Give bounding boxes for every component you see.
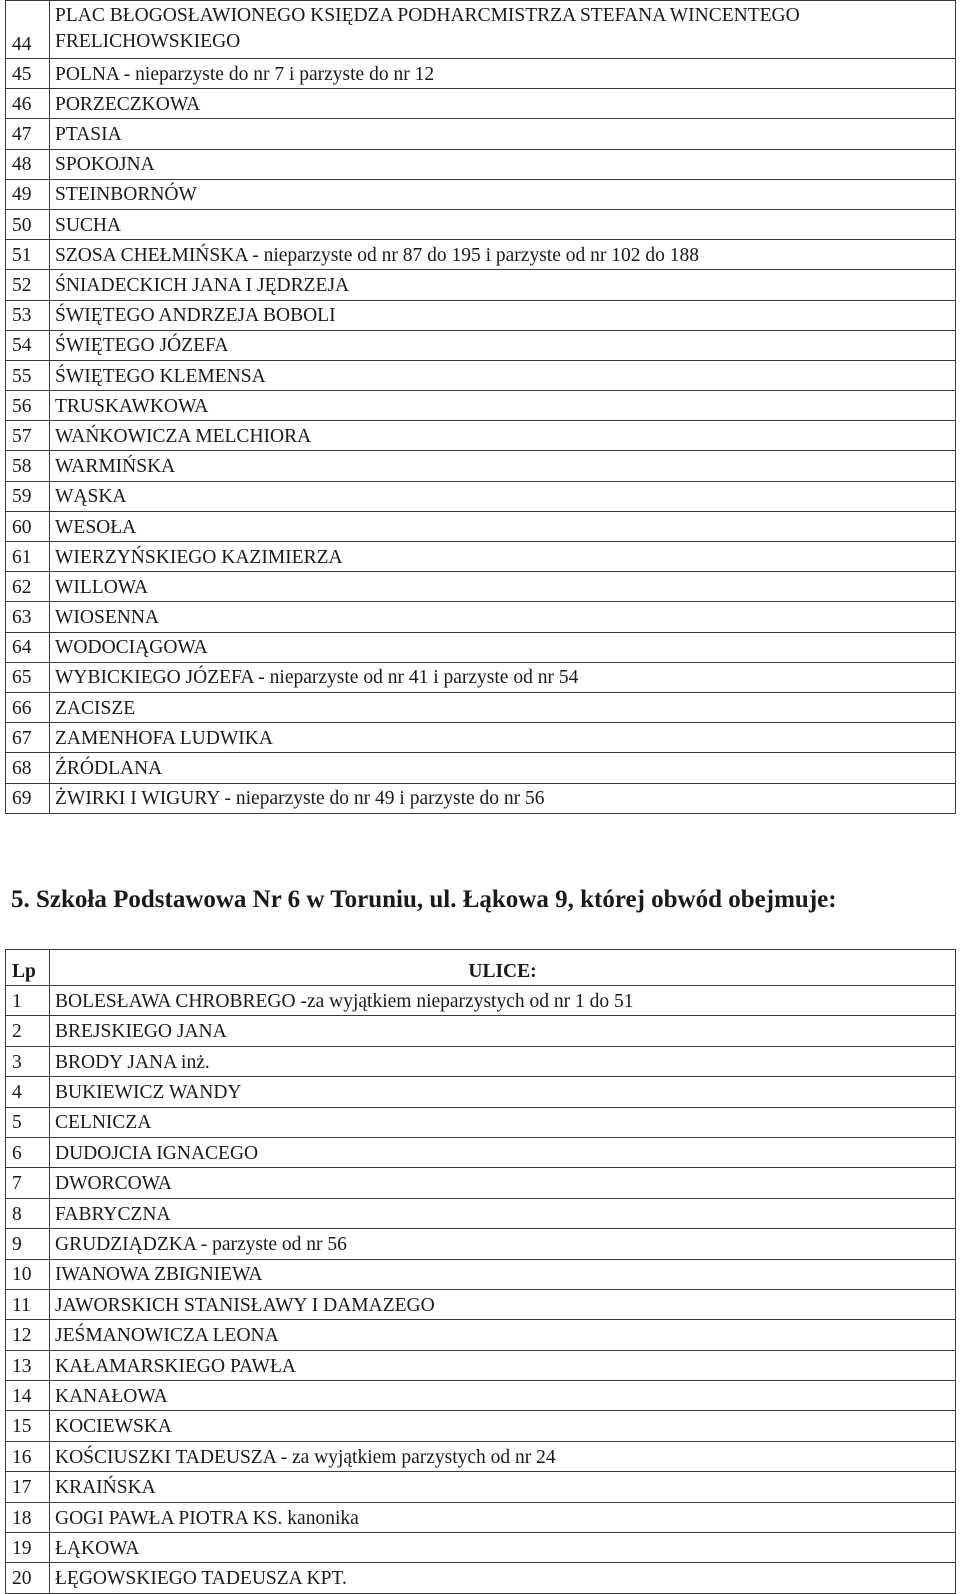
street-name: SPOKOJNA (50, 149, 956, 179)
street-name: KOCIEWSKA (50, 1411, 956, 1441)
table-row (6, 1350, 956, 1380)
row-number: 65 (6, 662, 50, 692)
street-name: WIOSENNA (50, 602, 956, 632)
street-name: KANAŁOWA (50, 1381, 956, 1411)
row-number: 61 (6, 542, 50, 572)
street-name: ŁĘGOWSKIEGO TADEUSZA KPT. (50, 1563, 956, 1593)
row-number: 47 (6, 119, 50, 149)
row-number: 54 (6, 330, 50, 360)
street-name: TRUSKAWKOWA (50, 391, 956, 421)
table-row (6, 1502, 956, 1532)
table-row (6, 1411, 956, 1441)
row-number: 10 (6, 1259, 50, 1289)
table-row (6, 511, 956, 541)
row-number: 11 (6, 1289, 50, 1319)
street-name: PTASIA (50, 119, 956, 149)
street-name: WILLOWA (50, 572, 956, 602)
table-row (6, 1289, 956, 1319)
street-name: STEINBORNÓW (50, 179, 956, 209)
table-row (6, 1046, 956, 1076)
row-number: 68 (6, 753, 50, 783)
street-name: SZOSA CHEŁMIŃSKA - nieparzyste od nr 87 do 195 i parzyste od nr 102 do 188 (50, 240, 956, 270)
street-name: DUDOJCIA IGNACEGO (50, 1137, 956, 1167)
streets-table-body (6, 1, 956, 814)
row-number: 67 (6, 723, 50, 753)
row-number: 60 (6, 511, 50, 541)
row-number: 62 (6, 572, 50, 602)
table-row (6, 1320, 956, 1350)
row-number: 2 (6, 1016, 50, 1046)
table-row (6, 1381, 956, 1411)
row-number: 53 (6, 300, 50, 330)
street-name: PORZECZKOWA (50, 89, 956, 119)
street-name: WYBICKIEGO JÓZEFA - nieparzyste od nr 41 i parzyste od nr 54 (50, 662, 956, 692)
street-name: ZACISZE (50, 692, 956, 722)
table-row (6, 1472, 956, 1502)
row-number: 8 (6, 1198, 50, 1228)
row-number: 16 (6, 1441, 50, 1471)
table-row (6, 240, 956, 270)
table-header-row (6, 950, 956, 986)
row-number: 44 (6, 1, 50, 59)
street-name: BUKIEWICZ WANDY (50, 1077, 956, 1107)
street-name: POLNA - nieparzyste do nr 7 i parzyste do nr 12 (50, 59, 956, 89)
table-row (6, 421, 956, 451)
row-number: 58 (6, 451, 50, 481)
row-number: 48 (6, 149, 50, 179)
row-number: 12 (6, 1320, 50, 1350)
row-number: 59 (6, 481, 50, 511)
street-name: BREJSKIEGO JANA (50, 1016, 956, 1046)
row-number: 57 (6, 421, 50, 451)
table-row (6, 481, 956, 511)
row-number: 46 (6, 89, 50, 119)
table-row (6, 1137, 956, 1167)
streets-table-body (6, 986, 956, 1594)
row-number: 5 (6, 1107, 50, 1137)
row-number: 7 (6, 1168, 50, 1198)
row-number: 19 (6, 1533, 50, 1563)
table-row (6, 572, 956, 602)
street-name: SUCHA (50, 209, 956, 239)
row-number: 14 (6, 1381, 50, 1411)
street-name: ŚWIĘTEGO KLEMENSA (50, 360, 956, 390)
table-row (6, 542, 956, 572)
header-streets: ULICE: (50, 950, 956, 986)
street-name: PLAC BŁOGOSŁAWIONEGO KSIĘDZA PODHARCMISTRZA STEFANA WINCENTEGO FRELICHOWSKIEGO (50, 1, 956, 59)
row-number: 9 (6, 1229, 50, 1259)
row-number: 13 (6, 1350, 50, 1380)
table-row (6, 783, 956, 813)
street-name: KAŁAMARSKIEGO PAWŁA (50, 1350, 956, 1380)
street-name: FABRYCZNA (50, 1198, 956, 1228)
table-row (6, 360, 956, 390)
table-row (6, 692, 956, 722)
row-number: 66 (6, 692, 50, 722)
street-name: ŚWIĘTEGO ANDRZEJA BOBOLI (50, 300, 956, 330)
street-name: WODOCIĄGOWA (50, 632, 956, 662)
table-row (6, 149, 956, 179)
street-name: WAŃKOWICZA MELCHIORA (50, 421, 956, 451)
street-name: WĄSKA (50, 481, 956, 511)
row-number: 6 (6, 1137, 50, 1167)
table-row (6, 1107, 956, 1137)
street-name: ŚNIADECKICH JANA I JĘDRZEJA (50, 270, 956, 300)
table-row (6, 1016, 956, 1046)
table-row (6, 662, 956, 692)
table-row (6, 1168, 956, 1198)
street-name: BRODY JANA inż. (50, 1046, 956, 1076)
row-number: 4 (6, 1077, 50, 1107)
table-row (6, 451, 956, 481)
street-name: CELNICZA (50, 1107, 956, 1137)
row-number: 49 (6, 179, 50, 209)
section-heading-school-6: 5. Szkoła Podstawowa Nr 6 w Toruniu, ul. Łąkowa 9, której obwód obejmuje: (11, 886, 837, 913)
table-row (6, 391, 956, 421)
row-number: 63 (6, 602, 50, 632)
street-name: ŻWIRKI I WIGURY - nieparzyste do nr 49 i parzyste do nr 56 (50, 783, 956, 813)
table-row (6, 1077, 956, 1107)
street-name: WARMIŃSKA (50, 451, 956, 481)
row-number: 52 (6, 270, 50, 300)
street-name: DWORCOWA (50, 1168, 956, 1198)
table-row (6, 300, 956, 330)
table-row (6, 723, 956, 753)
table-row (6, 602, 956, 632)
row-number: 3 (6, 1046, 50, 1076)
street-name: ŚWIĘTEGO JÓZEFA (50, 330, 956, 360)
street-name: WESOŁA (50, 511, 956, 541)
street-name: ZAMENHOFA LUDWIKA (50, 723, 956, 753)
row-number: 1 (6, 986, 50, 1016)
row-number: 20 (6, 1563, 50, 1593)
street-name: IWANOWA ZBIGNIEWA (50, 1259, 956, 1289)
row-number: 45 (6, 59, 50, 89)
street-name: ŹRÓDLANA (50, 753, 956, 783)
table-row (6, 89, 956, 119)
table-row (6, 1198, 956, 1228)
row-number: 50 (6, 209, 50, 239)
table-row (6, 1563, 956, 1593)
table-row (6, 59, 956, 89)
row-number: 15 (6, 1411, 50, 1441)
street-name: JEŚMANOWICZA LEONA (50, 1320, 956, 1350)
row-number: 18 (6, 1502, 50, 1532)
table-row (6, 753, 956, 783)
street-name: WIERZYŃSKIEGO KAZIMIERZA (50, 542, 956, 572)
streets-table-school-6 (5, 949, 956, 1594)
street-name: ŁĄKOWA (50, 1533, 956, 1563)
table-row (6, 179, 956, 209)
table-row (6, 270, 956, 300)
row-number: 55 (6, 360, 50, 390)
street-name: JAWORSKICH STANISŁAWY I DAMAZEGO (50, 1289, 956, 1319)
table-row (6, 986, 956, 1016)
table-row (6, 209, 956, 239)
street-name: BOLESŁAWA CHROBREGO -za wyjątkiem nieparzystych od nr 1 do 51 (50, 986, 956, 1016)
table-row (6, 632, 956, 662)
street-name: GOGI PAWŁA PIOTRA KS. kanonika (50, 1502, 956, 1532)
streets-table-continued (5, 0, 956, 814)
row-number: 56 (6, 391, 50, 421)
header-lp: Lp (6, 950, 50, 986)
street-name: KRAIŃSKA (50, 1472, 956, 1502)
table-row (6, 1259, 956, 1289)
street-name: KOŚCIUSZKI TADEUSZA - za wyjątkiem parzystych od nr 24 (50, 1441, 956, 1471)
table-row (6, 119, 956, 149)
table-row (6, 1533, 956, 1563)
table-row (6, 330, 956, 360)
table-row (6, 1, 956, 59)
street-name: GRUDZIĄDZKA - parzyste od nr 56 (50, 1229, 956, 1259)
row-number: 17 (6, 1472, 50, 1502)
row-number: 64 (6, 632, 50, 662)
table-row (6, 1441, 956, 1471)
table-row (6, 1229, 956, 1259)
row-number: 51 (6, 240, 50, 270)
row-number: 69 (6, 783, 50, 813)
